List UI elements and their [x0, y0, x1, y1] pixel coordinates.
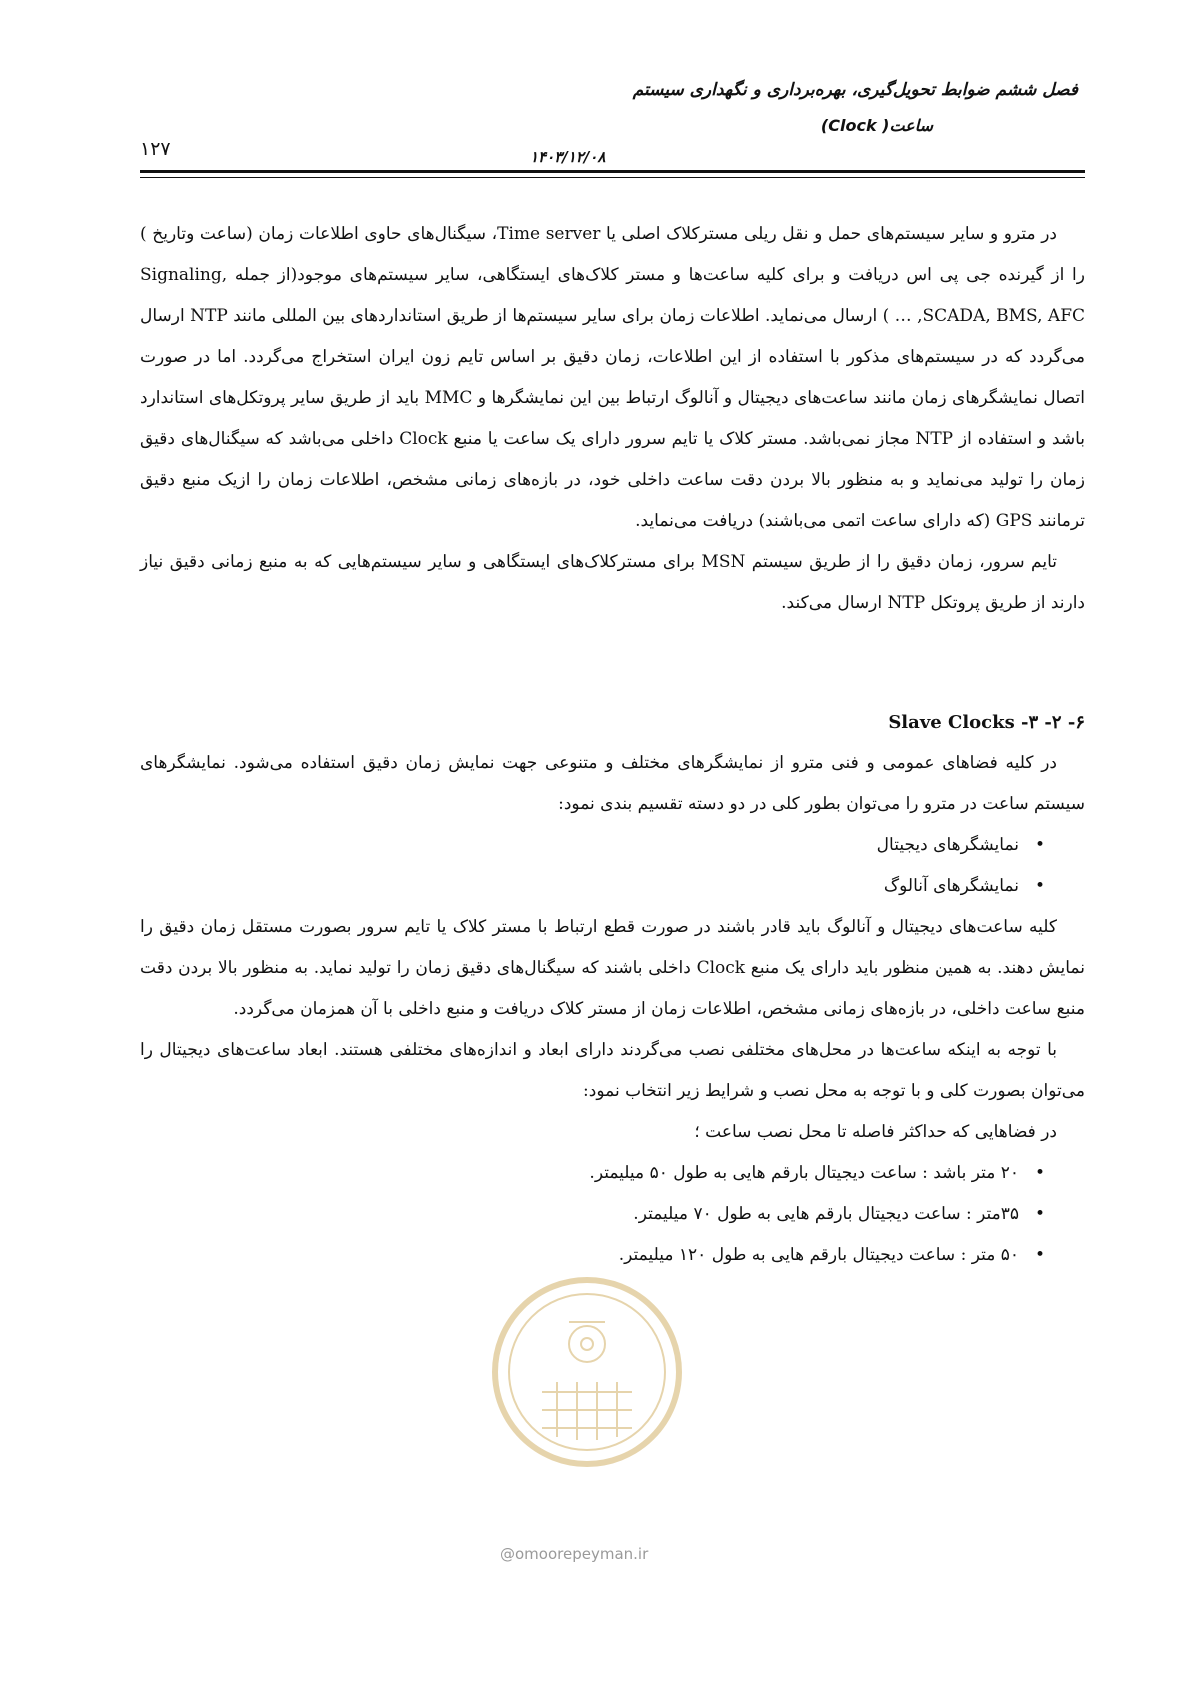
list-item	[140, 1194, 1045, 1235]
page-number: ۱۲۷	[140, 138, 171, 160]
list-item	[140, 866, 1045, 907]
header-rule-thick	[140, 170, 1085, 173]
watermark-seal-icon	[487, 1272, 687, 1472]
paragraph-2: تایم سرور، زمان دقیق را از طریق سیستم MSN برای مسترکلاک‌های ایستگاهی و سایر سیستم‌هایی که به منبع زمانی دقیق نیاز دارند از طریق پروتکل NTP ارسال می‌کند.	[140, 552, 1085, 613]
display-types-list	[140, 825, 1085, 907]
paragraph-6: در فضاهایی که حداکثر فاصله تا محل نصب ساعت ؛	[694, 1122, 1057, 1142]
paragraph-1: در مترو و سایر سیستم‌های حمل و نقل ریلی مسترکلاک اصلی یا Time server، سیگنال‌های حاوی اطلاعات زمان (ساعت وتاریخ ) را از گیرنده جی پی اس دریافت و برای کلیه ساعت‌ها و مستر کلاک‌های ایستگاهی، سایر سیستم‌های موجود(از جمله Signaling, SCADA, BMS, AFC, … ) ارسال می‌نماید. اطلاعات زمان برای سایر سیستم‌ها از طریق استانداردهای بین المللی مانند NTP ارسال می‌گردد که در سیستم‌های مذکور با استفاده از این اطلاعات، زمان دقیق بر اساس تایم زون ایران استخراج می‌گردد. اما در صورت اتصال نمایشگرهای زمان مانند ساعت‌های دیجیتال و آنالوگ ارتباط بین این نمایشگرها و MMC باید از طریق سایر پروتکل‌های استاندارد باشد و استفاده از NTP مجاز نمی‌باشد. مستر کلاک یا تایم سرور دارای یک ساعت یا منبع Clock داخلی می‌باشد که سیگنال‌های دقیق زمان را تولید می‌نماید و به منظور بالا بردن دقت ساعت داخلی خود، در بازه‌های زمانی مشخص، اطلاعات زمان را ازیک منبع دقیق ترمانند GPS (که دارای ساعت اتمی می‌باشند) دریافت می‌نماید.	[140, 224, 1086, 531]
list-item	[140, 825, 1045, 866]
list-item	[140, 1235, 1045, 1276]
page-date: ۱۴۰۳/۱۲/۰۸	[530, 148, 606, 166]
watermark-site-text: @omoorepeyman.ir	[500, 1545, 649, 1563]
bullet-icon: •	[1034, 1204, 1045, 1224]
bullet-icon: •	[1034, 1245, 1045, 1265]
header-rule-thin	[140, 177, 1085, 178]
list-item-text: نمایشگرهای آنالوگ	[883, 876, 1019, 896]
bullet-icon: •	[1034, 876, 1045, 896]
list-item-text: نمایشگرهای دیجیتال	[876, 835, 1019, 855]
paragraph-4: کلیه ساعت‌های دیجیتال و آنالوگ باید قادر باشند در صورت قطع ارتباط با مستر کلاک یا تایم سرور بصورت مستقل زمان دقیق را نمایش دهند. به همین منظور باید دارای یک منبع Clock داخلی باشند که سیگنال‌های دقیق زمان را تولید نماید. به منظور بالا بردن دقت منبع ساعت داخلی، در بازه‌های زمانی مشخص، اطلاعات زمان از مستر کلاک دریافت و منبع داخلی با آن همزمان می‌گردد.	[140, 917, 1085, 1019]
section-heading: ۶- ۲- ۳- Slave Clocks	[888, 712, 1085, 733]
list-item	[140, 1153, 1045, 1194]
paragraph-3: در کلیه فضاهای عمومی و فنی مترو از نمایشگرهای مختلف و متنوعی جهت نمایش زمان دقیق استفاده می‌شود. نمایشگرهای سیستم ساعت در مترو را می‌توان بطور کلی در دو دسته تقسیم بندی نمود:	[140, 753, 1085, 814]
section-title: ساعت( Clock)	[820, 116, 933, 135]
body-content	[140, 214, 1085, 1276]
list-item-text: ۵۰ متر : ساعت دیجیتال بارقم هایی به طول ۱۲۰ میلیمتر.	[618, 1245, 1019, 1265]
section-gap	[140, 624, 1085, 702]
bullet-icon: •	[1034, 1163, 1045, 1183]
clock-size-list	[140, 1153, 1085, 1276]
bullet-icon: •	[1034, 835, 1045, 855]
list-item-text: ۲۰ متر باشد : ساعت دیجیتال بارقم هایی به طول ۵۰ میلیمتر.	[589, 1163, 1019, 1183]
chapter-title: فصل ششم ضوابط تحویل‌گیری، بهره‌برداری و نگهداری سیستم	[632, 80, 1078, 100]
list-item-text: ۳۵متر : ساعت دیجیتال بارقم هایی به طول ۷۰ میلیمتر.	[633, 1204, 1019, 1224]
paragraph-5: با توجه به اینکه ساعت‌ها در محل‌های مختلفی نصب می‌گردند دارای ابعاد و اندازه‌های مختلفی هستند. ابعاد ساعت‌های دیجیتال را می‌توان بصورت کلی و با توجه به محل نصب و شرایط زیر انتخاب نمود:	[140, 1040, 1085, 1101]
